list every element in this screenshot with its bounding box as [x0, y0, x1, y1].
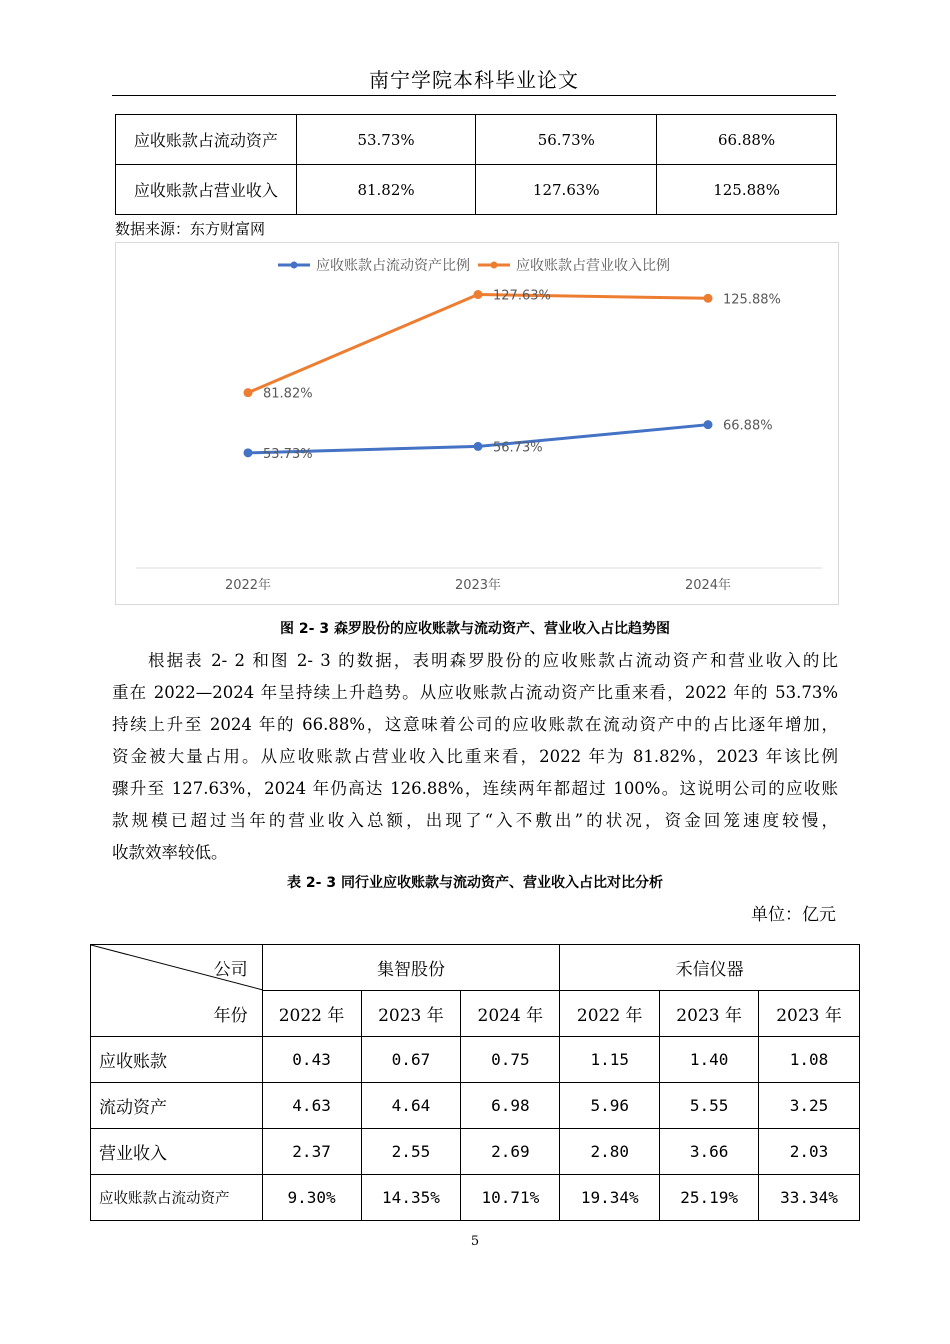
table-row [91, 1175, 860, 1221]
year-header: 2023 年 [759, 991, 860, 1037]
table-row [116, 165, 837, 215]
table-cell: 25.19% [660, 1175, 759, 1221]
row-label: 流动资产 [91, 1083, 263, 1129]
table-cell: 4.64 [361, 1083, 461, 1129]
legend-entry: 应收账款占营业收入比例 [516, 258, 670, 274]
table-row [91, 1129, 860, 1175]
page-header-title: 南宁学院本科毕业论文 [369, 68, 579, 92]
table-cell: 0.75 [461, 1037, 560, 1083]
row-label: 应收账款占流动资产 [91, 1175, 263, 1221]
source-note: 数据来源：东方财富网 [115, 220, 266, 238]
data-point [474, 290, 483, 299]
series-line [248, 295, 708, 393]
company-header: 集智股份 [262, 945, 560, 991]
table-cell: 10.71% [461, 1175, 560, 1221]
x-tick-label: 2022年 [224, 578, 272, 593]
paragraph-line: 根据表 2- 2 和图 2- 3 的数据，表明森罗股份的应收账款占流动资产和营业收入的比 [148, 651, 838, 670]
x-tick-label: 2023年 [454, 578, 502, 593]
legend-entry: 应收账款占流动资产比例 [316, 258, 470, 274]
table-cell: 0.67 [361, 1037, 461, 1083]
row-label: 应收账款占流动资产 [116, 115, 297, 165]
table-cell: 6.98 [461, 1083, 560, 1129]
page-number: 5 [470, 1234, 480, 1249]
paragraph-line: 骤升至 127.63%，2024 年仍高达 126.88%，连续两年都超过 100%。这说明公司的应收账 [112, 779, 838, 798]
company-header: 禾信仪器 [560, 945, 860, 991]
table-cell: 66.88% [657, 115, 837, 165]
table-cell: 2.69 [461, 1129, 560, 1175]
table-cell: 56.73% [476, 115, 657, 165]
paragraph-line: 资金被大量占用。从应收账款占营业收入比重来看，2022 年为 81.82%，2023 年该比例 [112, 747, 838, 766]
table-cell: 81.82% [296, 165, 476, 215]
row-label: 应收账款 [91, 1037, 263, 1083]
data-point [474, 442, 483, 451]
table-cell: 53.73% [296, 115, 476, 165]
data-label: 125.88% [723, 292, 781, 308]
corner-header-cell [91, 945, 263, 1037]
table-cell: 9.30% [262, 1175, 361, 1221]
table-caption: 表 2- 3 同行业应收账款与流动资产、营业收入占比对比分析 [287, 875, 663, 891]
data-point [244, 388, 253, 397]
table-cell: 3.66 [660, 1129, 759, 1175]
header-rule [112, 95, 836, 96]
data-label: 127.63% [493, 288, 551, 304]
data-point [704, 420, 713, 429]
data-label: 66.88% [723, 418, 773, 434]
table-row [91, 1037, 860, 1083]
table-cell: 1.40 [660, 1037, 759, 1083]
data-label: 53.73% [263, 446, 313, 462]
table-cell: 127.63% [476, 165, 657, 215]
table-cell: 3.25 [759, 1083, 860, 1129]
paragraph-line: 持续上升至 2024 年的 66.88%，这意味着公司的应收账款在流动资产中的占比逐年增加， [112, 715, 838, 734]
table-header-row [91, 945, 860, 991]
corner-label-company: 公司 [213, 960, 248, 980]
table-cell: 33.34% [759, 1175, 860, 1221]
table-cell: 5.55 [660, 1083, 759, 1129]
line-chart-svg [116, 243, 840, 606]
data-point [704, 294, 713, 303]
unit-note: 单位：亿元 [751, 905, 836, 925]
x-tick-label: 2024年 [684, 578, 732, 593]
data-point [244, 448, 253, 457]
line-chart [115, 242, 839, 605]
table-cell: 1.08 [759, 1037, 860, 1083]
table-cell: 2.37 [262, 1129, 361, 1175]
table-cell: 2.80 [560, 1129, 660, 1175]
figure-caption: 图 2- 3 森罗股份的应收账款与流动资产、营业收入占比趋势图 [280, 621, 670, 637]
table-row [91, 1083, 860, 1129]
year-header: 2022 年 [262, 991, 361, 1037]
table-cell: 14.35% [361, 1175, 461, 1221]
table-cell: 5.96 [560, 1083, 660, 1129]
body-paragraph [112, 645, 838, 869]
data-label: 81.82% [263, 386, 313, 402]
table-cell: 4.63 [262, 1083, 361, 1129]
row-label: 营业收入 [91, 1129, 263, 1175]
table-cell: 1.15 [560, 1037, 660, 1083]
table-row [116, 115, 837, 165]
table-cell: 19.34% [560, 1175, 660, 1221]
year-header: 2023 年 [660, 991, 759, 1037]
table-cell: 2.03 [759, 1129, 860, 1175]
paragraph-line: 重在 2022—2024 年呈持续上升趋势。从应收账款占流动资产比重来看，2022 年的 53.73% [112, 683, 838, 702]
comparison-table [90, 944, 860, 1221]
year-header: 2022 年 [560, 991, 660, 1037]
data-label: 56.73% [493, 440, 543, 456]
ratio-table [115, 114, 837, 215]
legend-dot-marker [291, 262, 298, 269]
paragraph-line: 收款效率较低。 [112, 843, 228, 862]
legend-dot-marker [491, 262, 498, 269]
corner-label-year: 年份 [213, 1006, 248, 1026]
year-header: 2023 年 [361, 991, 461, 1037]
year-header: 2024 年 [461, 991, 560, 1037]
table-cell: 0.43 [262, 1037, 361, 1083]
row-label: 应收账款占营业收入 [116, 165, 297, 215]
table-cell: 2.55 [361, 1129, 461, 1175]
paragraph-line: 款规模已超过当年的营业收入总额，出现了“入不敷出”的状况，资金回笼速度较慢， [112, 811, 838, 830]
table-cell: 125.88% [657, 165, 837, 215]
